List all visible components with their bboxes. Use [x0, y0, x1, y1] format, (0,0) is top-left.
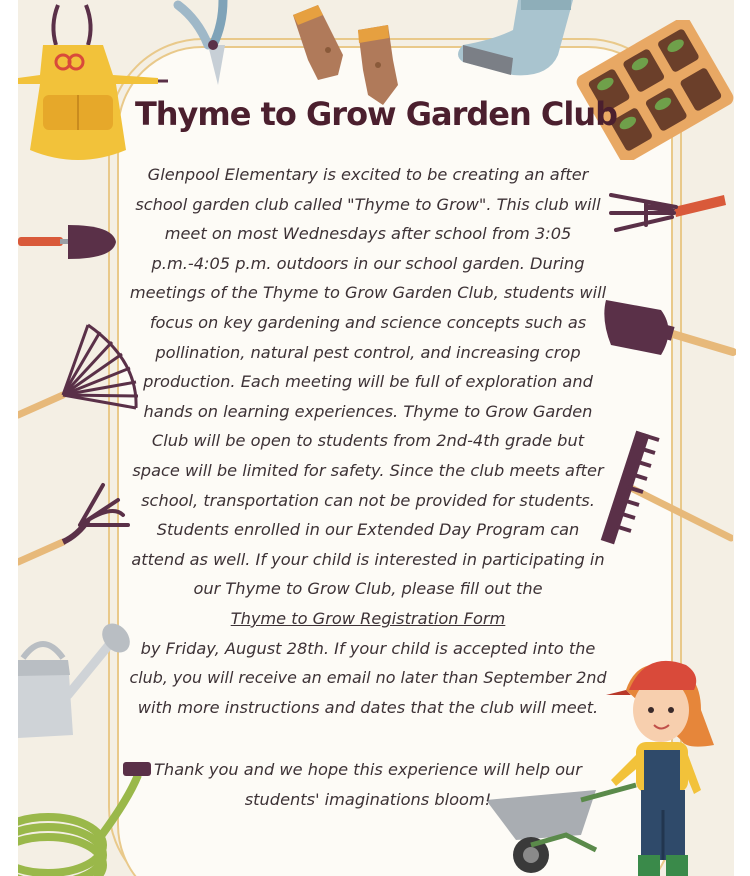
watering-can-icon: [18, 620, 138, 745]
seedling-tray-icon: [570, 20, 740, 160]
body-line: Club will be open to students from 2nd-4th grade but: [151, 431, 585, 451]
body-line: our Thyme to Grow Club, please fill out the: [193, 579, 543, 599]
registration-form-link[interactable]: Thyme to Grow Registration Form: [230, 608, 506, 628]
body-line: attend as well. If your child is interested in participating in: [131, 549, 605, 569]
flyer-title: Thyme to Grow Garden Club: [134, 95, 618, 133]
body-line: by Friday, August 28th. If your child is accepted into the: [140, 638, 596, 658]
body-line: hands on learning experiences. Thyme to Grow Garden: [143, 401, 593, 421]
pitchfork-icon: [18, 480, 133, 570]
body-line: focus on key gardening and science concepts such as: [149, 312, 587, 332]
body-line: with more instructions and dates that the club will meet.: [137, 697, 599, 717]
flyer-card: [18, 0, 734, 876]
hand-trowel-icon: [18, 215, 118, 270]
bow-rake-icon: [593, 430, 733, 550]
body-line: Glenpool Elementary is excited to be creating an after: [147, 165, 589, 184]
body-line: school, transportation can not be provided for students.: [141, 490, 595, 510]
gardening-gloves-icon: [283, 0, 413, 110]
body-line: school garden club called "Thyme to Grow". This club will: [135, 194, 601, 214]
pruning-shears-icon: [173, 0, 243, 90]
body-line: production. Each meeting will be full of exploration and: [143, 372, 593, 392]
flyer-body: [128, 160, 608, 722]
closing-line: Thank you and we hope this experience will help our: [154, 760, 582, 779]
closing-line: students' imaginations bloom!: [244, 789, 492, 809]
rain-boot-icon: [453, 0, 578, 80]
apron-icon: [18, 0, 168, 170]
body-line: pollination, natural pest control, and increasing crop: [155, 342, 581, 362]
body-line: Students enrolled in our Extended Day Program can: [156, 520, 580, 540]
shovel-icon: [601, 290, 736, 380]
body-line: space will be limited for safety. Since the club meets after: [132, 460, 604, 480]
body-line: meetings of the Thyme to Grow Garden Club, students will: [129, 283, 607, 303]
garden-fork-icon: [606, 185, 726, 250]
body-line: meet on most Wednesdays after school from 3:05: [164, 224, 572, 244]
body-line: club, you will receive an email no later than September 2nd: [129, 668, 607, 688]
body-line: p.m.-4:05 p.m. outdoors in our school garden. During: [151, 253, 585, 273]
closing-message: [128, 755, 608, 814]
left-margin: [0, 0, 18, 876]
